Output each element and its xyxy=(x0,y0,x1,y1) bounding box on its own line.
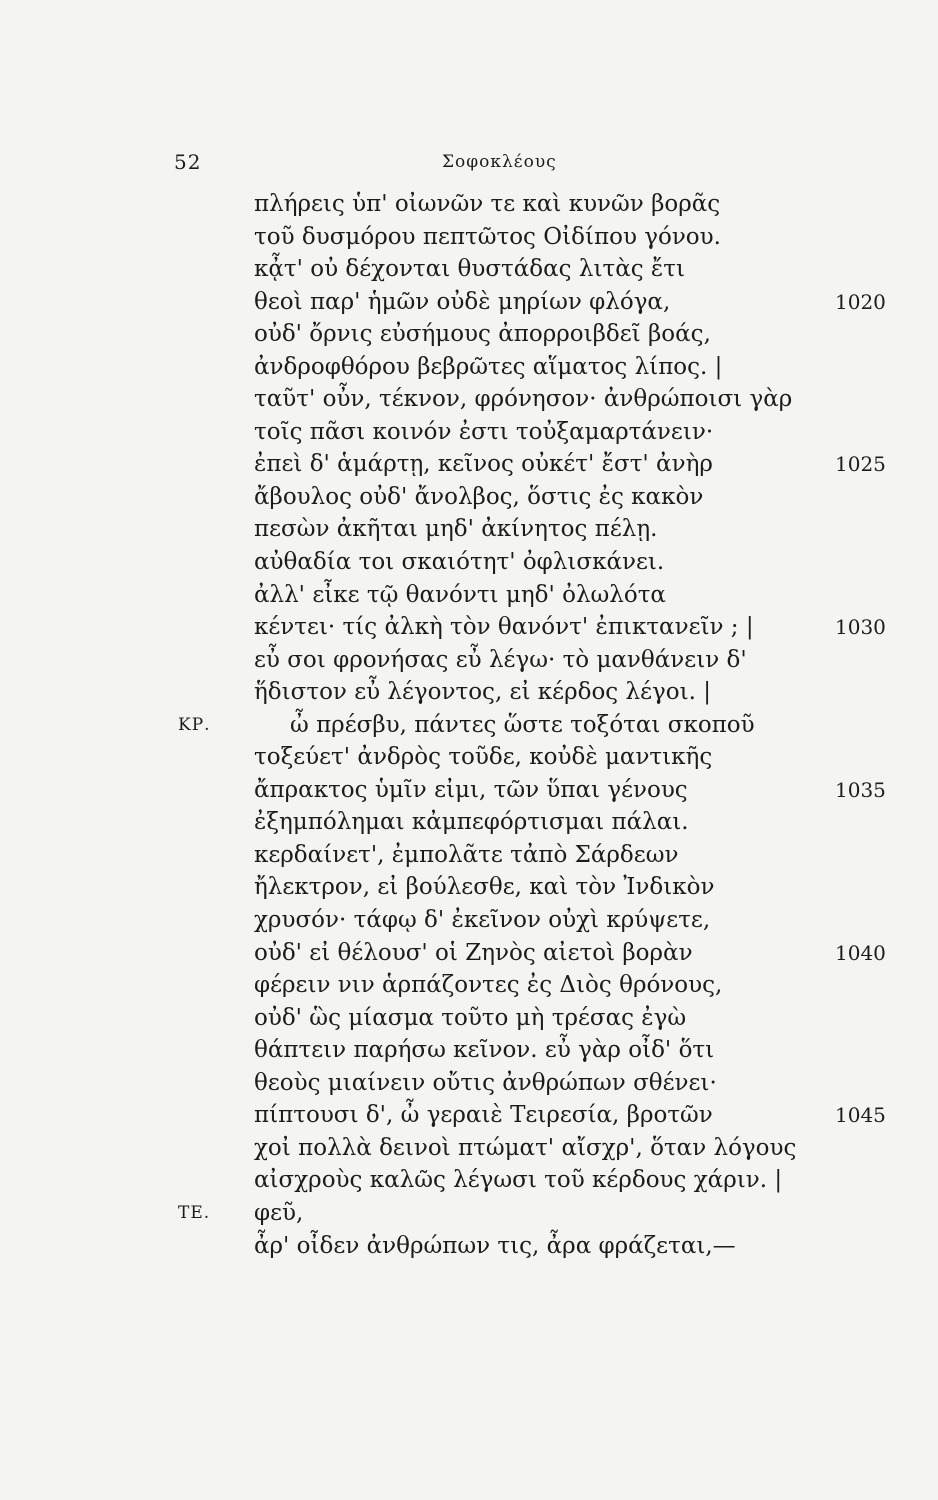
verse-text-line: πλήρεις ὑπ' οἰωνῶν τε καὶ κυνῶν βορᾶς xyxy=(254,191,721,217)
verse-line xyxy=(0,481,938,514)
verse-text-line: ἀλλ' εἶκε τῷ θανόντι μηδ' ὀλωλότα xyxy=(254,581,666,608)
verse-line xyxy=(0,806,938,839)
verse-text-line: τοῦ δυσμόρου πεπτῶτος Οἰδίπου γόνου. xyxy=(254,223,721,250)
verse-text-line: εὖ σοι φρονήσας εὖ λέγω· τὸ μανθάνειν δ' xyxy=(254,646,747,673)
verse-text-line: αὐθαδία τοι σκαιότητ' ὀφλισκάνει. xyxy=(254,549,665,576)
verse-line xyxy=(0,676,938,709)
page-number: 52 xyxy=(174,150,202,174)
verse-text-line: ἐπεὶ δ' ἁμάρτῃ, κεῖνος οὐκέτ' ἔστ' ἀνὴρ xyxy=(254,451,713,478)
verse-line xyxy=(0,839,938,872)
line-number: 1040 xyxy=(835,940,886,965)
verse-text-line: φεῦ, xyxy=(254,1199,304,1226)
line-number: 1020 xyxy=(835,289,886,314)
verse-text-line: πεσὼν ἀκῆται μηδ' ἀκίνητος πέλῃ. xyxy=(254,516,658,543)
verse-text-line: χρυσόν· τάφῳ δ' ἐκεῖνον οὐχὶ κρύψετε, xyxy=(254,907,711,934)
verse-text-line: θεοὺς μιαίνειν οὔτις ἀνθρώπων σθένει· xyxy=(254,1069,717,1096)
verse-line xyxy=(0,188,938,221)
verse-text-line: θάπτειν παρήσω κεῖνον. εὖ γὰρ οἶδ' ὅτι xyxy=(254,1037,715,1064)
verse-line xyxy=(0,416,938,449)
line-number: 1035 xyxy=(835,777,886,802)
verse-line xyxy=(0,709,938,742)
verse-text-line: κᾆτ' οὐ δέχονται θυστάδας λιτὰς ἔτι xyxy=(254,256,686,283)
speaker-label: ΤΕ. xyxy=(178,1202,211,1223)
verse-line xyxy=(0,774,938,807)
verse-text-line: ἄβουλος οὐδ' ἄνολβος, ὅστις ἐς κακὸν xyxy=(254,483,704,510)
line-number: 1025 xyxy=(835,452,886,477)
line-number: 1045 xyxy=(835,1103,886,1128)
verse-line xyxy=(0,904,938,937)
verse-text-line: ἤλεκτρον, εἰ βούλεσθε, καὶ τὸν Ἰνδικὸν xyxy=(254,874,715,901)
verse-line xyxy=(0,253,938,286)
verse-text-line: ἐξημπόλημαι κἀμπεφόρτισμαι πάλαι. xyxy=(254,809,689,836)
verse-line xyxy=(0,318,938,351)
verse-text-line: κερδαίνετ', ἐμπολᾶτε τἀπὸ Σάρδεων xyxy=(254,841,679,868)
verse-text-line: ἄπρακτος ὑμῖν εἰμι, τῶν ὕπαι γένους xyxy=(254,776,688,803)
verse-line xyxy=(0,1034,938,1067)
verse-text-line: αἰσχροὺς καλῶς λέγωσι τοῦ κέρδους χάριν. | xyxy=(254,1167,783,1194)
verse-text-line: οὐδ' ὄρνις εὐσήμους ἀπορροιβδεῖ βοάς, xyxy=(254,321,711,348)
verse-text-line: ἆρ' οἶδεν ἀνθρώπων τις, ἆρα φράζεται,— xyxy=(254,1232,736,1259)
verse-text-line: οὐδ' ὣς μίασμα τοῦτο μὴ τρέσας ἐγὼ xyxy=(254,1004,687,1031)
verse-line xyxy=(0,546,938,579)
line-number: 1030 xyxy=(835,615,886,640)
verse-text-line: τοξεύετ' ἀνδρὸς τοῦδε, κοὐδὲ μαντικῆς xyxy=(254,744,713,771)
verse-line xyxy=(0,351,938,384)
verse-text-line: ἥδιστον εὖ λέγοντος, εἰ κέρδος λέγοι. | xyxy=(254,679,711,706)
verse-text-line: οὐδ' εἰ θέλουσ' οἱ Ζηνὸς αἰετοὶ βορὰν xyxy=(254,939,693,966)
verse-line xyxy=(0,937,938,970)
verse-text-line: ταῦτ' οὖν, τέκνον, φρόνησον· ἀνθρώποισι γὰρ xyxy=(254,386,793,413)
verse-line xyxy=(0,286,938,319)
verse-line xyxy=(0,1067,938,1100)
verse-text-line: κέντει· τίς ἀλκὴ τὸν θανόντ' ἐπικτανεῖν ; | xyxy=(254,614,754,641)
verse-line xyxy=(0,871,938,904)
verse-line xyxy=(0,1132,938,1165)
verse-text-line: τοῖς πᾶσι κοινόν ἐστι τοὐξαμαρτάνειν· xyxy=(254,418,714,445)
verse-line xyxy=(0,1099,938,1132)
verse-line xyxy=(0,513,938,546)
verse-text-line: θεοὶ παρ' ἡμῶν οὐδὲ μηρίων φλόγα, xyxy=(254,288,671,315)
verse-text-line: ἀνδροφθόρου βεβρῶτες αἵματος λίπος. | xyxy=(254,353,723,380)
verse-line xyxy=(0,644,938,677)
verse-text-line: χοἰ πολλὰ δεινοὶ πτώματ' αἴσχρ', ὅταν λόγους xyxy=(254,1134,797,1161)
running-head: Σοφοκλέους xyxy=(442,152,557,172)
speaker-label: ΚΡ. xyxy=(178,714,211,735)
verse-line xyxy=(0,969,938,1002)
verse-line xyxy=(0,1197,938,1230)
verse-text-line: φέρειν νιν ἁρπάζοντες ἐς Διὸς θρόνους, xyxy=(254,972,723,999)
verse-line xyxy=(0,221,938,254)
verse-text xyxy=(0,188,938,1262)
verse-text-line: πίπτουσι δ', ὦ γεραιὲ Τειρεσία, βροτῶν xyxy=(254,1102,713,1129)
verse-line xyxy=(0,1164,938,1197)
verse-line xyxy=(0,383,938,416)
verse-line xyxy=(0,741,938,774)
verse-line xyxy=(0,1230,938,1263)
verse-line xyxy=(0,579,938,612)
verse-line xyxy=(0,1002,938,1035)
verse-text-line: ὦ πρέσβυ, πάντες ὥστε τοξόται σκοποῦ xyxy=(290,711,755,738)
verse-line xyxy=(0,611,938,644)
verse-line xyxy=(0,448,938,481)
